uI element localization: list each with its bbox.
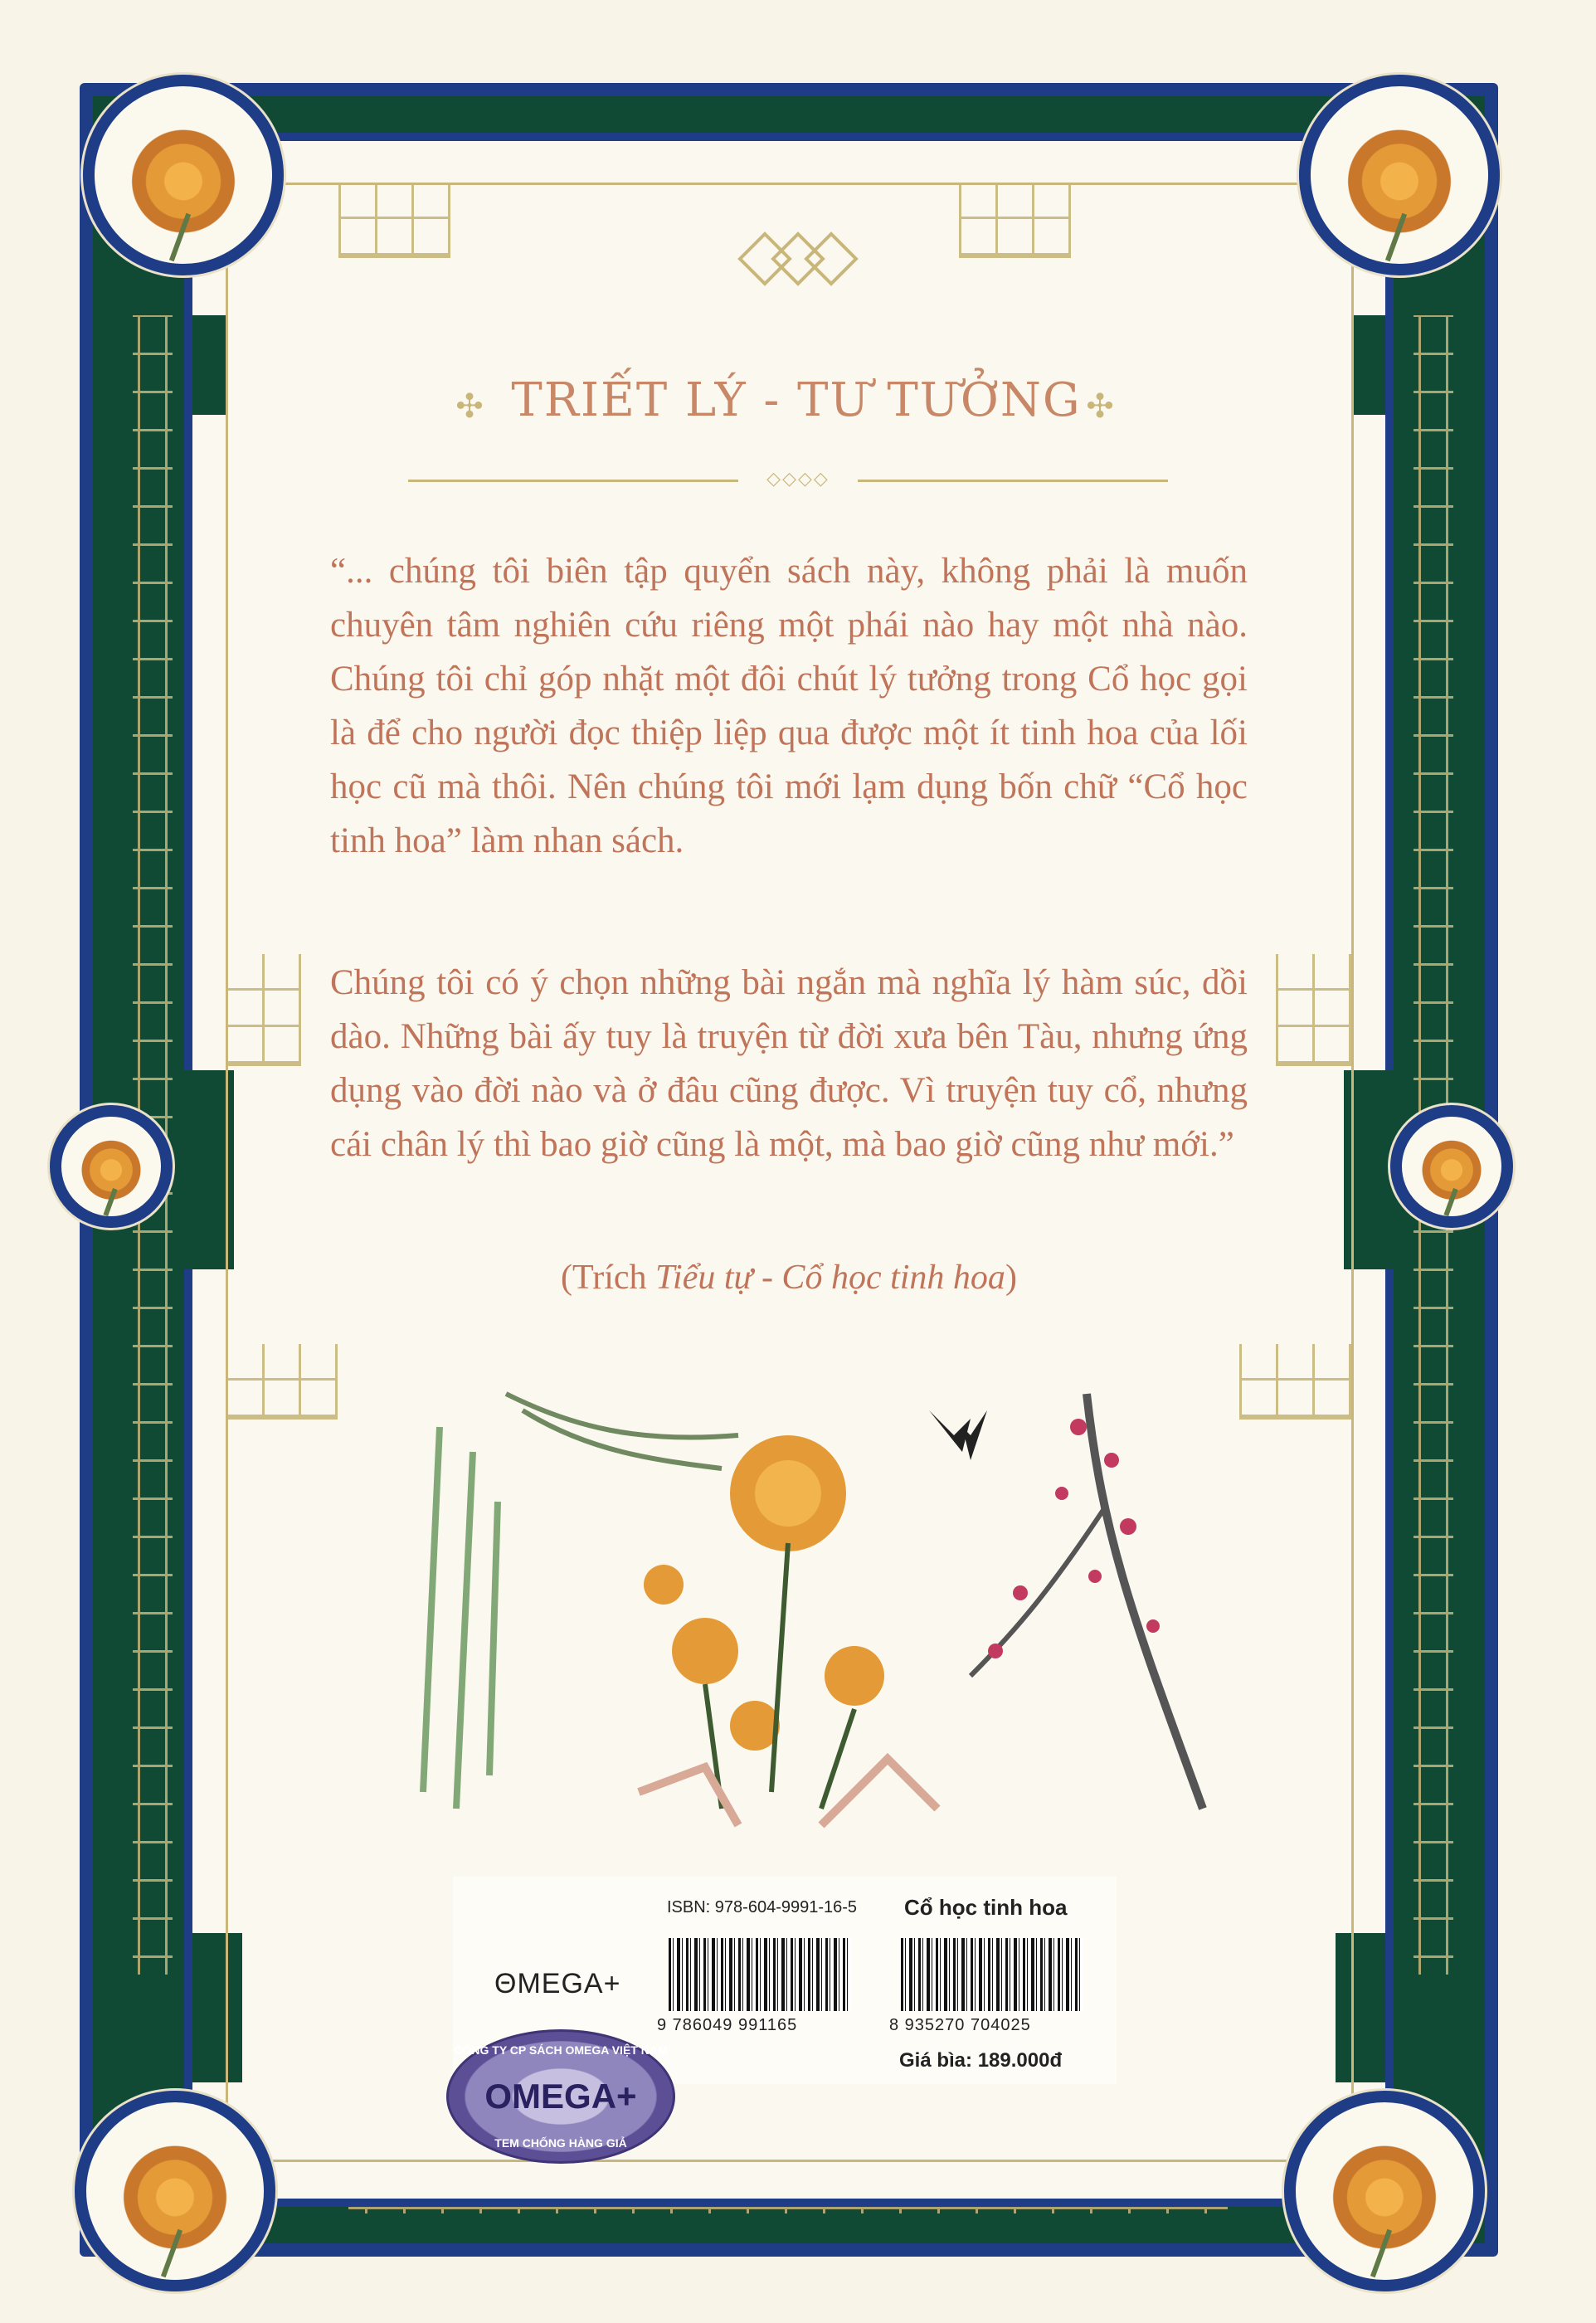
chrysanthemum-icon [1416, 1131, 1487, 1202]
stamp-logo-text: OMEGA+ [484, 2077, 637, 2116]
isbn-barcode [669, 1938, 851, 2011]
chrysanthemum-medallion-bottom-right [1284, 2091, 1485, 2291]
chrysanthemum-medallion-top-right [1299, 75, 1500, 275]
chrysanthemum-icon [1337, 113, 1462, 237]
lattice-ornament-lower-right [1239, 1344, 1351, 1420]
lattice-ornament-mid-left [226, 954, 301, 1066]
chrysanthemum-icon [75, 1131, 147, 1202]
step-ornament-right-top [1352, 315, 1385, 415]
lattice-ornament-lower-left [226, 1344, 338, 1420]
publisher-logo: ΘMEGA+ [494, 1968, 621, 1999]
stamp-company-text: CÔNG TY CP SÁCH OMEGA VIỆT NAM [454, 2043, 668, 2057]
anti-counterfeit-stamp [446, 2029, 675, 2164]
ean-barcode [901, 1938, 1083, 2011]
ink-painting-illustration [390, 1377, 1211, 1842]
bamboo-illustration [423, 1427, 498, 1809]
ean-barcode-digits: 8 935270 704025 [889, 2016, 1031, 2034]
attribution-suffix: ) [1005, 1259, 1017, 1297]
cover-price: Giá bìa: 189.000đ [899, 2049, 1063, 2072]
lattice-ornament-top-right [959, 183, 1071, 258]
heading-ornament-left-icon: ✣ [455, 387, 484, 426]
quote-paragraph-2: Chúng tôi có ý chọn những bài ngắn mà nghĩa lý hàm súc, dồi dào. Những bài ấy tuy là truyện từ đời xưa bên Tàu, nhưng ứng dụng vào đời nào và ở đâu cũng được. Vì truyện tuy cổ, nhưng cái chân lý thì bao giờ cũng là một, mà bao giờ cũng như mới.” [330, 963, 1248, 1164]
chrysanthemum-medallion-top-left [83, 75, 284, 275]
stamp-caption-text: TEM CHỐNG HÀNG GIẢ [494, 2136, 627, 2150]
diamond-ornament [723, 217, 873, 300]
chrysanthemum-medallion-mid-right [1390, 1105, 1513, 1228]
attribution-source-title: Tiểu tự - Cổ học tinh hoa [655, 1259, 1005, 1297]
chrysanthemum-icon [121, 113, 246, 237]
lattice-ornament-top-left [338, 183, 450, 258]
heading-ornament-right-icon: ✣ [1086, 387, 1114, 426]
quote-attribution [330, 1258, 1248, 1298]
swallows-illustration [929, 1410, 987, 1460]
divider-ornament-icon: ◇◇◇◇ [738, 470, 858, 489]
barcode-book-title: Cổ học tinh hoa [904, 1895, 1068, 1920]
step-ornament-left-top [192, 315, 226, 415]
lattice-ornament-mid-right [1276, 954, 1351, 1066]
chrysanthemum-medallion-bottom-left [75, 2091, 275, 2291]
chrysanthemum-medallion-mid-left [50, 1105, 173, 1228]
attribution-prefix: (Trích [561, 1259, 656, 1297]
chrysanthemum-icon [113, 2129, 237, 2253]
quote-paragraph-1: “... chúng tôi biên tập quyển sách này, không phải là muốn chuyên tâm nghiên cứu riêng một phái nào hay một nhà nào. Chúng tôi chỉ góp nhặt một đôi chút lý tưởng trong Cổ học gọi là để cho người đọc thiệp liệp qua được một ít tinh hoa của lối học cũ mà thôi. Nên chúng tôi mới lạm dụng bốn chữ “Cổ học tinh hoa” làm nhan sách. [330, 552, 1248, 860]
isbn-barcode-digits: 9 786049 991165 [657, 2016, 798, 2034]
isbn-label: ISBN: 978-604-9991-16-5 [667, 1898, 858, 1916]
chrysanthemum-icon [1322, 2129, 1447, 2253]
chrysanthemum-illustration [639, 1435, 937, 1825]
plum-blossom-illustration [971, 1394, 1203, 1809]
pine-branch-illustration [506, 1394, 738, 1468]
category-heading: TRIẾT LÝ - TƯ TƯỞNG [511, 373, 1082, 427]
